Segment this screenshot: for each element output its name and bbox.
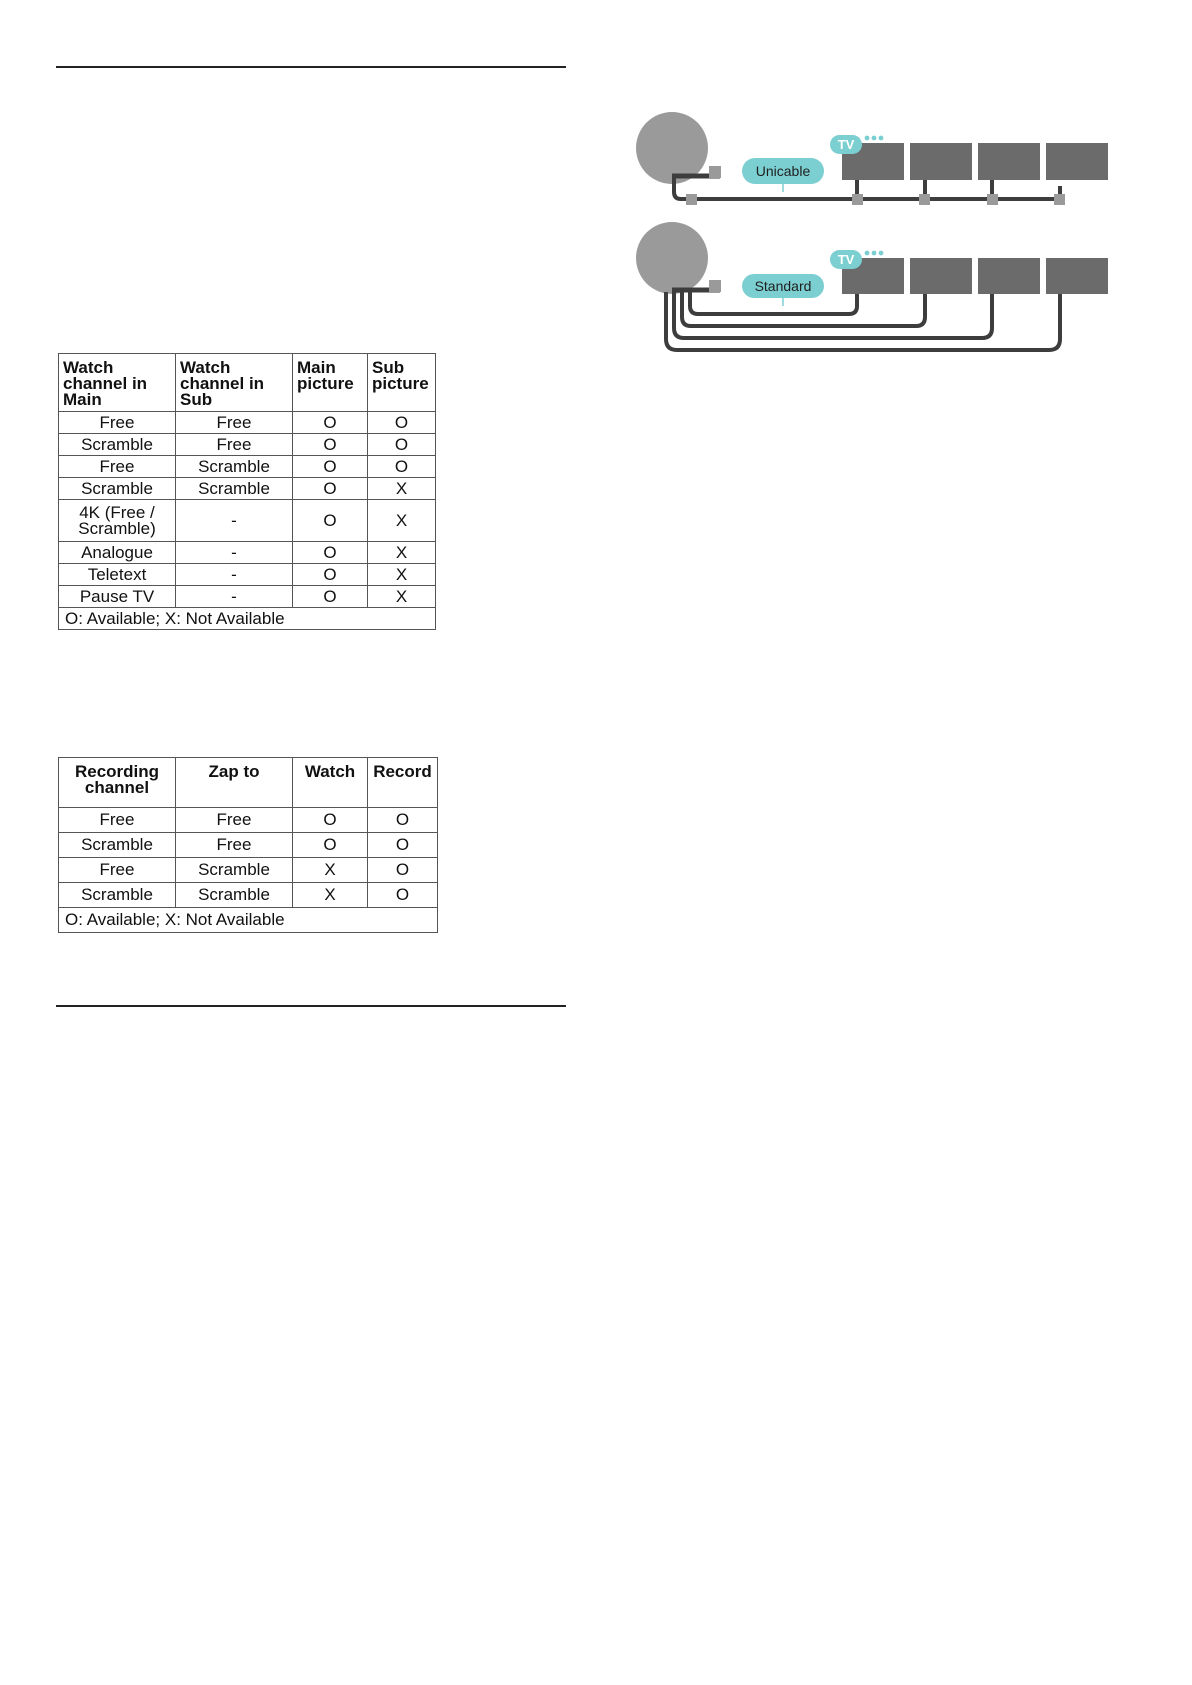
table-cell: O (293, 478, 368, 500)
table-cell: X (368, 478, 436, 500)
table-row (59, 478, 436, 500)
table-row (59, 808, 438, 833)
table-row (59, 858, 438, 883)
table-cell: Scramble (59, 478, 176, 500)
table-cell: O (368, 412, 436, 434)
tv-receiver-box (1046, 258, 1108, 294)
tv-receiver-box (978, 258, 1040, 294)
splitter-node (1054, 194, 1065, 205)
top-rule (56, 66, 566, 68)
table-cell: Free (59, 808, 176, 833)
splitter-node (852, 194, 863, 205)
table-header-cell: Record (368, 758, 438, 808)
table-row (59, 586, 436, 608)
recording-compatibility-table (58, 757, 438, 933)
table-row (59, 456, 436, 478)
table-cell: O (293, 434, 368, 456)
table-cell: O (368, 858, 438, 883)
tv-receiver-box (910, 258, 972, 294)
table-footnote: O: Available; X: Not Available (59, 908, 438, 933)
table-header-cell: Watch channel in Sub (176, 354, 293, 412)
tv-receiver-box (978, 143, 1040, 180)
table-cell: Pause TV (59, 586, 176, 608)
table-cell: X (368, 542, 436, 564)
unicable-cable (674, 178, 1060, 199)
table-cell: Free (59, 858, 176, 883)
table-cell: Scramble (176, 858, 293, 883)
lnb-block (709, 280, 721, 292)
table-header-cell: Zap to (176, 758, 293, 808)
bottom-rule (56, 1005, 566, 1007)
table-cell: Scramble (59, 434, 176, 456)
satellite-dish-icon (636, 222, 708, 294)
table-header-cell: Recording channel (59, 758, 176, 808)
table-row (59, 434, 436, 456)
more-dot (872, 251, 877, 256)
table-cell: O (293, 833, 368, 858)
table-cell: - (176, 564, 293, 586)
table-cell: O (368, 808, 438, 833)
table-row (59, 500, 436, 542)
table-header-row (59, 354, 436, 412)
table-cell: Free (59, 456, 176, 478)
more-dot (865, 136, 870, 141)
standard-label: Standard (754, 278, 812, 294)
tv-receiver-box (1046, 143, 1108, 180)
table-cell: O (293, 456, 368, 478)
more-dot (879, 136, 884, 141)
table-header-cell: Watch channel in Main (59, 354, 176, 412)
table-cell: O (293, 542, 368, 564)
table-cell: Teletext (59, 564, 176, 586)
table-cell: O (293, 412, 368, 434)
table-cell: - (176, 542, 293, 564)
table-cell: - (176, 586, 293, 608)
tv-badge-label: TV (837, 252, 855, 267)
table-cell: O (293, 564, 368, 586)
table-header-cell: Sub picture (368, 354, 436, 412)
table-footnote-row (59, 908, 438, 933)
splitter-node (686, 194, 697, 205)
table-cell: 4K (Free / Scramble) (59, 500, 176, 542)
table-cell: O (293, 586, 368, 608)
splitter-node (919, 194, 930, 205)
table-row (59, 412, 436, 434)
table-cell: O (368, 833, 438, 858)
table-cell: Free (176, 833, 293, 858)
table-cell: X (368, 586, 436, 608)
unicable-label: Unicable (755, 163, 811, 179)
table-cell: Free (176, 434, 293, 456)
table-footnote-row (59, 608, 436, 630)
table-row (59, 564, 436, 586)
table-cell: O (293, 500, 368, 542)
table-cell: Free (176, 412, 293, 434)
table-cell: Scramble (59, 833, 176, 858)
table-cell: Free (59, 412, 176, 434)
table-cell: O (368, 456, 436, 478)
table-cell: Free (176, 808, 293, 833)
table-header-cell: Watch (293, 758, 368, 808)
more-dot (879, 251, 884, 256)
table-row (59, 542, 436, 564)
satellite-dish-icon (636, 112, 708, 184)
table-cell: X (293, 858, 368, 883)
table-cell: O (293, 808, 368, 833)
table-cell: Scramble (176, 456, 293, 478)
pip-compatibility-table (58, 353, 436, 630)
table-cell: X (293, 883, 368, 908)
tv-badge-label: TV (837, 137, 855, 152)
table-cell: Scramble (176, 478, 293, 500)
table-cell: - (176, 500, 293, 542)
table-cell: X (368, 500, 436, 542)
table-cell: Scramble (59, 883, 176, 908)
tv-receiver-box (910, 143, 972, 180)
table-cell: Analogue (59, 542, 176, 564)
table-cell: Scramble (176, 883, 293, 908)
table-footnote: O: Available; X: Not Available (59, 608, 436, 630)
lnb-block (709, 166, 721, 178)
table-cell: O (368, 434, 436, 456)
table-header-row (59, 758, 438, 808)
standard-cable (666, 292, 1060, 350)
more-dot (872, 136, 877, 141)
more-dot (865, 251, 870, 256)
table-row (59, 883, 438, 908)
table-row (59, 833, 438, 858)
table-cell: O (368, 883, 438, 908)
splitter-node (987, 194, 998, 205)
table-header-cell: Main picture (293, 354, 368, 412)
table-cell: X (368, 564, 436, 586)
satellite-connection-diagram (630, 100, 1110, 360)
